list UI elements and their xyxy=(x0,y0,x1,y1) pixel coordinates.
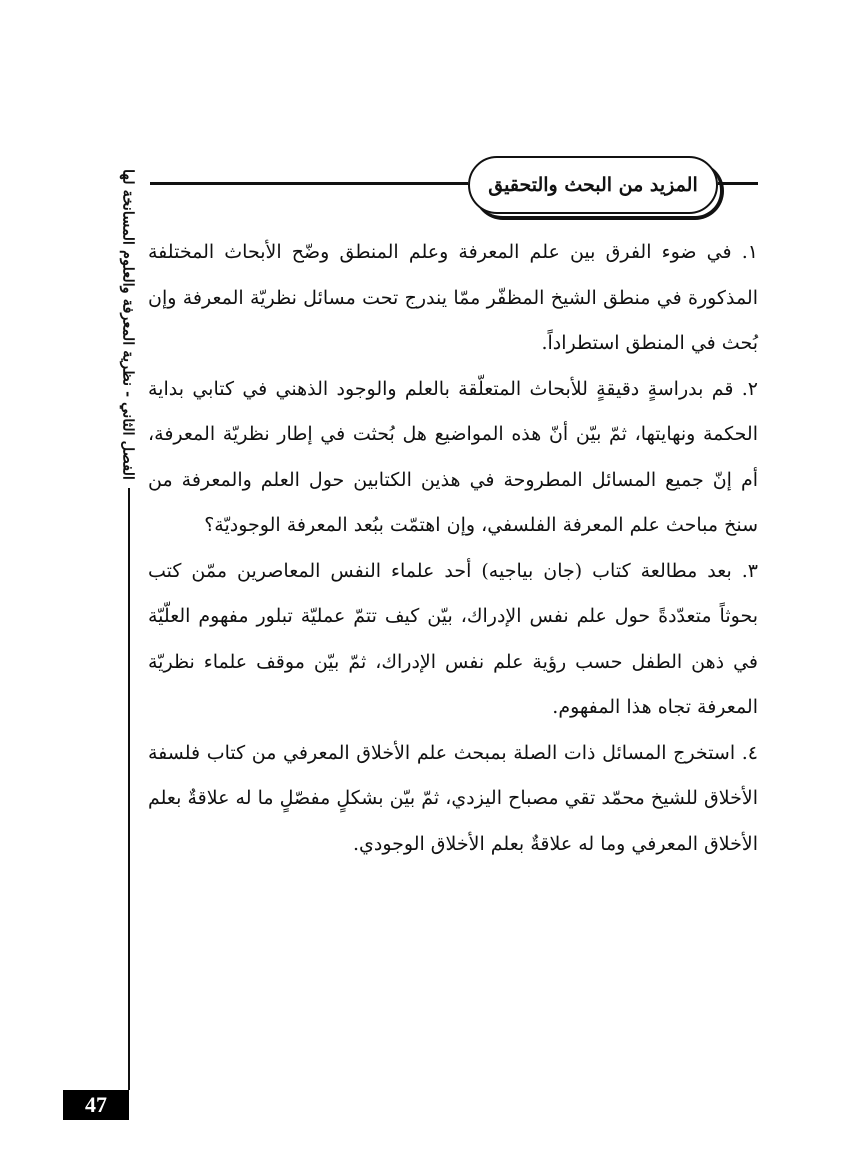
question-4: ٤. استخرج المسائل ذات الصلة بمبحث علم الأخلاق المعرفي من كتاب فلسفة الأخلاق للشيخ محمّد تقي مصباح اليزدي، ثمّ بيّن بشكلٍ مفصّلٍ ما له علاقةٌ بعلم الأخلاق المعرفي وما له علاقةٌ بعلم الأخلاق الوجودي. xyxy=(148,741,758,855)
question-1: ١. في ضوء الفرق بين علم المعرفة وعلم المنطق وضّح الأبحاث المختلفة المذكورة في منطق الشيخ المظفّر ممّا يندرج تحت مسائل نظريّة المعرفة وإن بُحث في المنطق استطراداً. xyxy=(148,241,758,354)
chapter-running-title: الفصل الثاني - نظرية المعرفة والعلوم المسانخة لها xyxy=(119,168,137,480)
questions-list xyxy=(148,230,758,867)
header-rule-left xyxy=(150,182,468,185)
page-number: 47 xyxy=(63,1090,129,1120)
side-rule xyxy=(128,488,130,1090)
question-3: ٣. بعد مطالعة كتاب (جان بياجيه) أحد علماء النفس المعاصرين ممّن كتب بحوثاً متعدّدةً حول علم نفس الإدراك، بيّن كيف تتمّ عمليّة تبلور مفهوم العلّيّة في ذهن الطفل حسب رؤية علم نفس الإدراك، ثمّ بيّن موقف علماء نظريّة المعرفة تجاه هذا المفهوم. xyxy=(148,559,758,718)
question-2: ٢. قم بدراسةٍ دقيقةٍ للأبحاث المتعلّقة بالعلم والوجود الذهني في كتابي بداية الحكمة ونهايتها، ثمّ بيّن أنّ هذه المواضيع هل بُحثت في إطار نظريّة المعرفة، أم إنّ جميع المسائل المطروحة في هذين الكتابين حول العلم والمعرفة من سنخ مباحث علم المعرفة الفلسفي، وإن اهتمّت ببُعد المعرفة الوجوديّة؟ xyxy=(148,377,758,536)
header-rule-right xyxy=(718,182,758,185)
section-title: المزيد من البحث والتحقيق xyxy=(468,156,718,214)
